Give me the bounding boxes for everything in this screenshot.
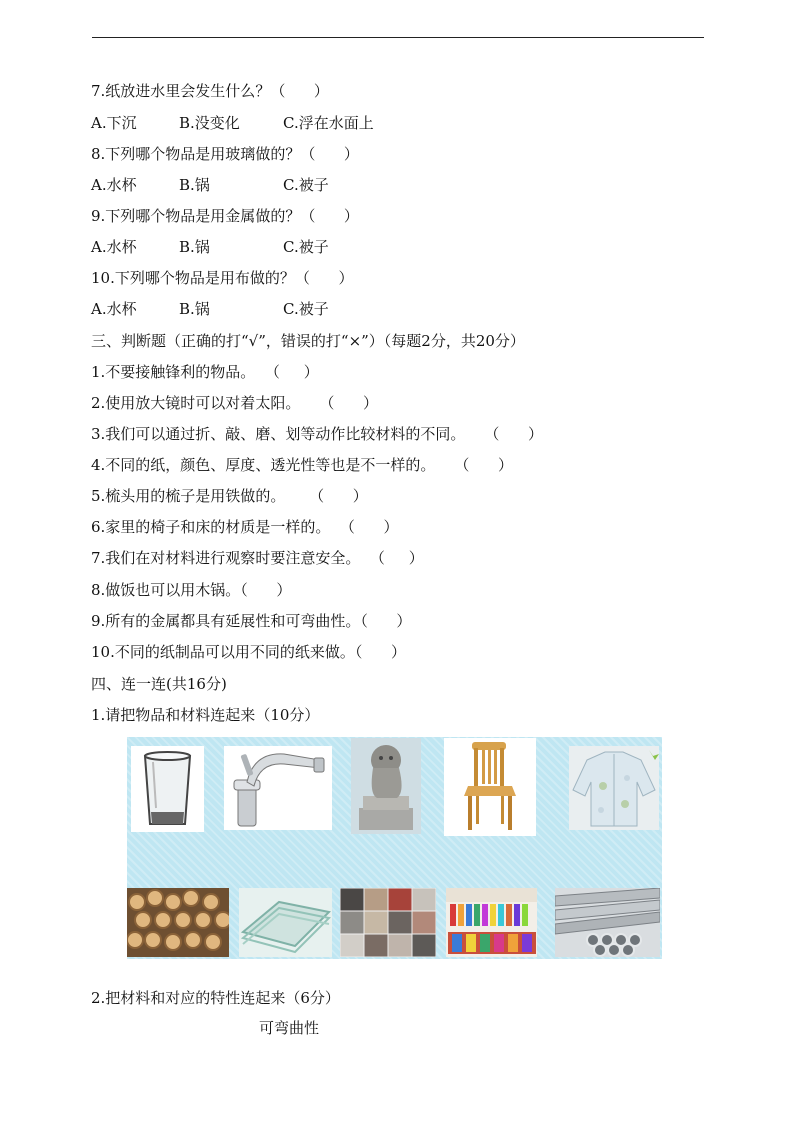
section4-heading: 四、连一连(共16分) [91, 675, 227, 693]
mc-10-option-b: B.锅 [179, 300, 210, 318]
faucet-image [224, 746, 332, 830]
section3-heading: 三、判断题（正确的打“√”，错误的打“×”）（每题2分，共20分） [91, 332, 525, 350]
tf-item-3: 3.我们可以通过折、敲、磨、划等动作比较材料的不同。 （ ） [91, 425, 543, 443]
stone-tiles-image [340, 888, 436, 957]
mc-7-option-b: B.没变化 [179, 114, 240, 132]
mc-question-10: 10.下列哪个物品是用布做的？（ ） [91, 269, 354, 287]
mc-question-8: 8.下列哪个物品是用玻璃做的？（ ） [91, 145, 359, 163]
mc-9-option-b: B.锅 [179, 238, 210, 256]
mc-10-option-a: A.水杯 [91, 300, 137, 318]
tf-item-5: 5.梳头用的梳子是用铁做的。 （ ） [91, 487, 368, 505]
tf-item-8: 8.做饭也可以用木锅。（ ） [91, 581, 292, 599]
wooden-chair-image [444, 738, 536, 836]
glass-cup-image [131, 746, 204, 832]
matching-question-1: 1.请把物品和材料连起来（10分） [91, 706, 320, 724]
mc-question-7: 7.纸放进水里会发生什么？（ ） [91, 82, 329, 100]
tf-item-10: 10.不同的纸制品可以用不同的纸来做。（ ） [91, 643, 406, 661]
tf-item-2: 2.使用放大镜时可以对着太阳。 （ ） [91, 394, 378, 412]
mc-8-option-c: C.被子 [283, 176, 329, 194]
mc-7-option-c: C.浮在水面上 [283, 114, 374, 132]
header-rule [92, 37, 704, 38]
cotton-jacket-image [569, 746, 659, 830]
mc-8-option-b: B.锅 [179, 176, 210, 194]
wood-logs-image [127, 888, 229, 957]
fabric-shop-image [446, 888, 537, 957]
tf-item-7: 7.我们在对材料进行观察时要注意安全。 （ ） [91, 549, 424, 567]
tf-item-6: 6.家里的椅子和床的材质是一样的。 （ ） [91, 518, 399, 536]
mc-9-option-a: A.水杯 [91, 238, 137, 256]
matching-question-2: 2.把材料和对应的特性连起来（6分） [91, 989, 340, 1007]
mc-10-option-c: C.被子 [283, 300, 329, 318]
mc-9-option-c: C.被子 [283, 238, 329, 256]
tf-item-9: 9.所有的金属都具有延展性和可弯曲性。（ ） [91, 612, 412, 630]
mc-question-9: 9.下列哪个物品是用金属做的？（ ） [91, 207, 359, 225]
mc-8-option-a: A.水杯 [91, 176, 137, 194]
property-label-bendable: 可弯曲性 [259, 1019, 320, 1037]
metal-pipes-image [555, 888, 660, 957]
tf-item-4: 4.不同的纸，颜色、厚度、透光性等也是不一样的。 （ ） [91, 456, 513, 474]
tf-item-1: 1.不要接触锋利的物品。 （ ） [91, 363, 319, 381]
stone-lion-image [351, 738, 421, 834]
glass-sheets-image [239, 888, 332, 957]
mc-7-option-a: A.下沉 [91, 114, 137, 132]
